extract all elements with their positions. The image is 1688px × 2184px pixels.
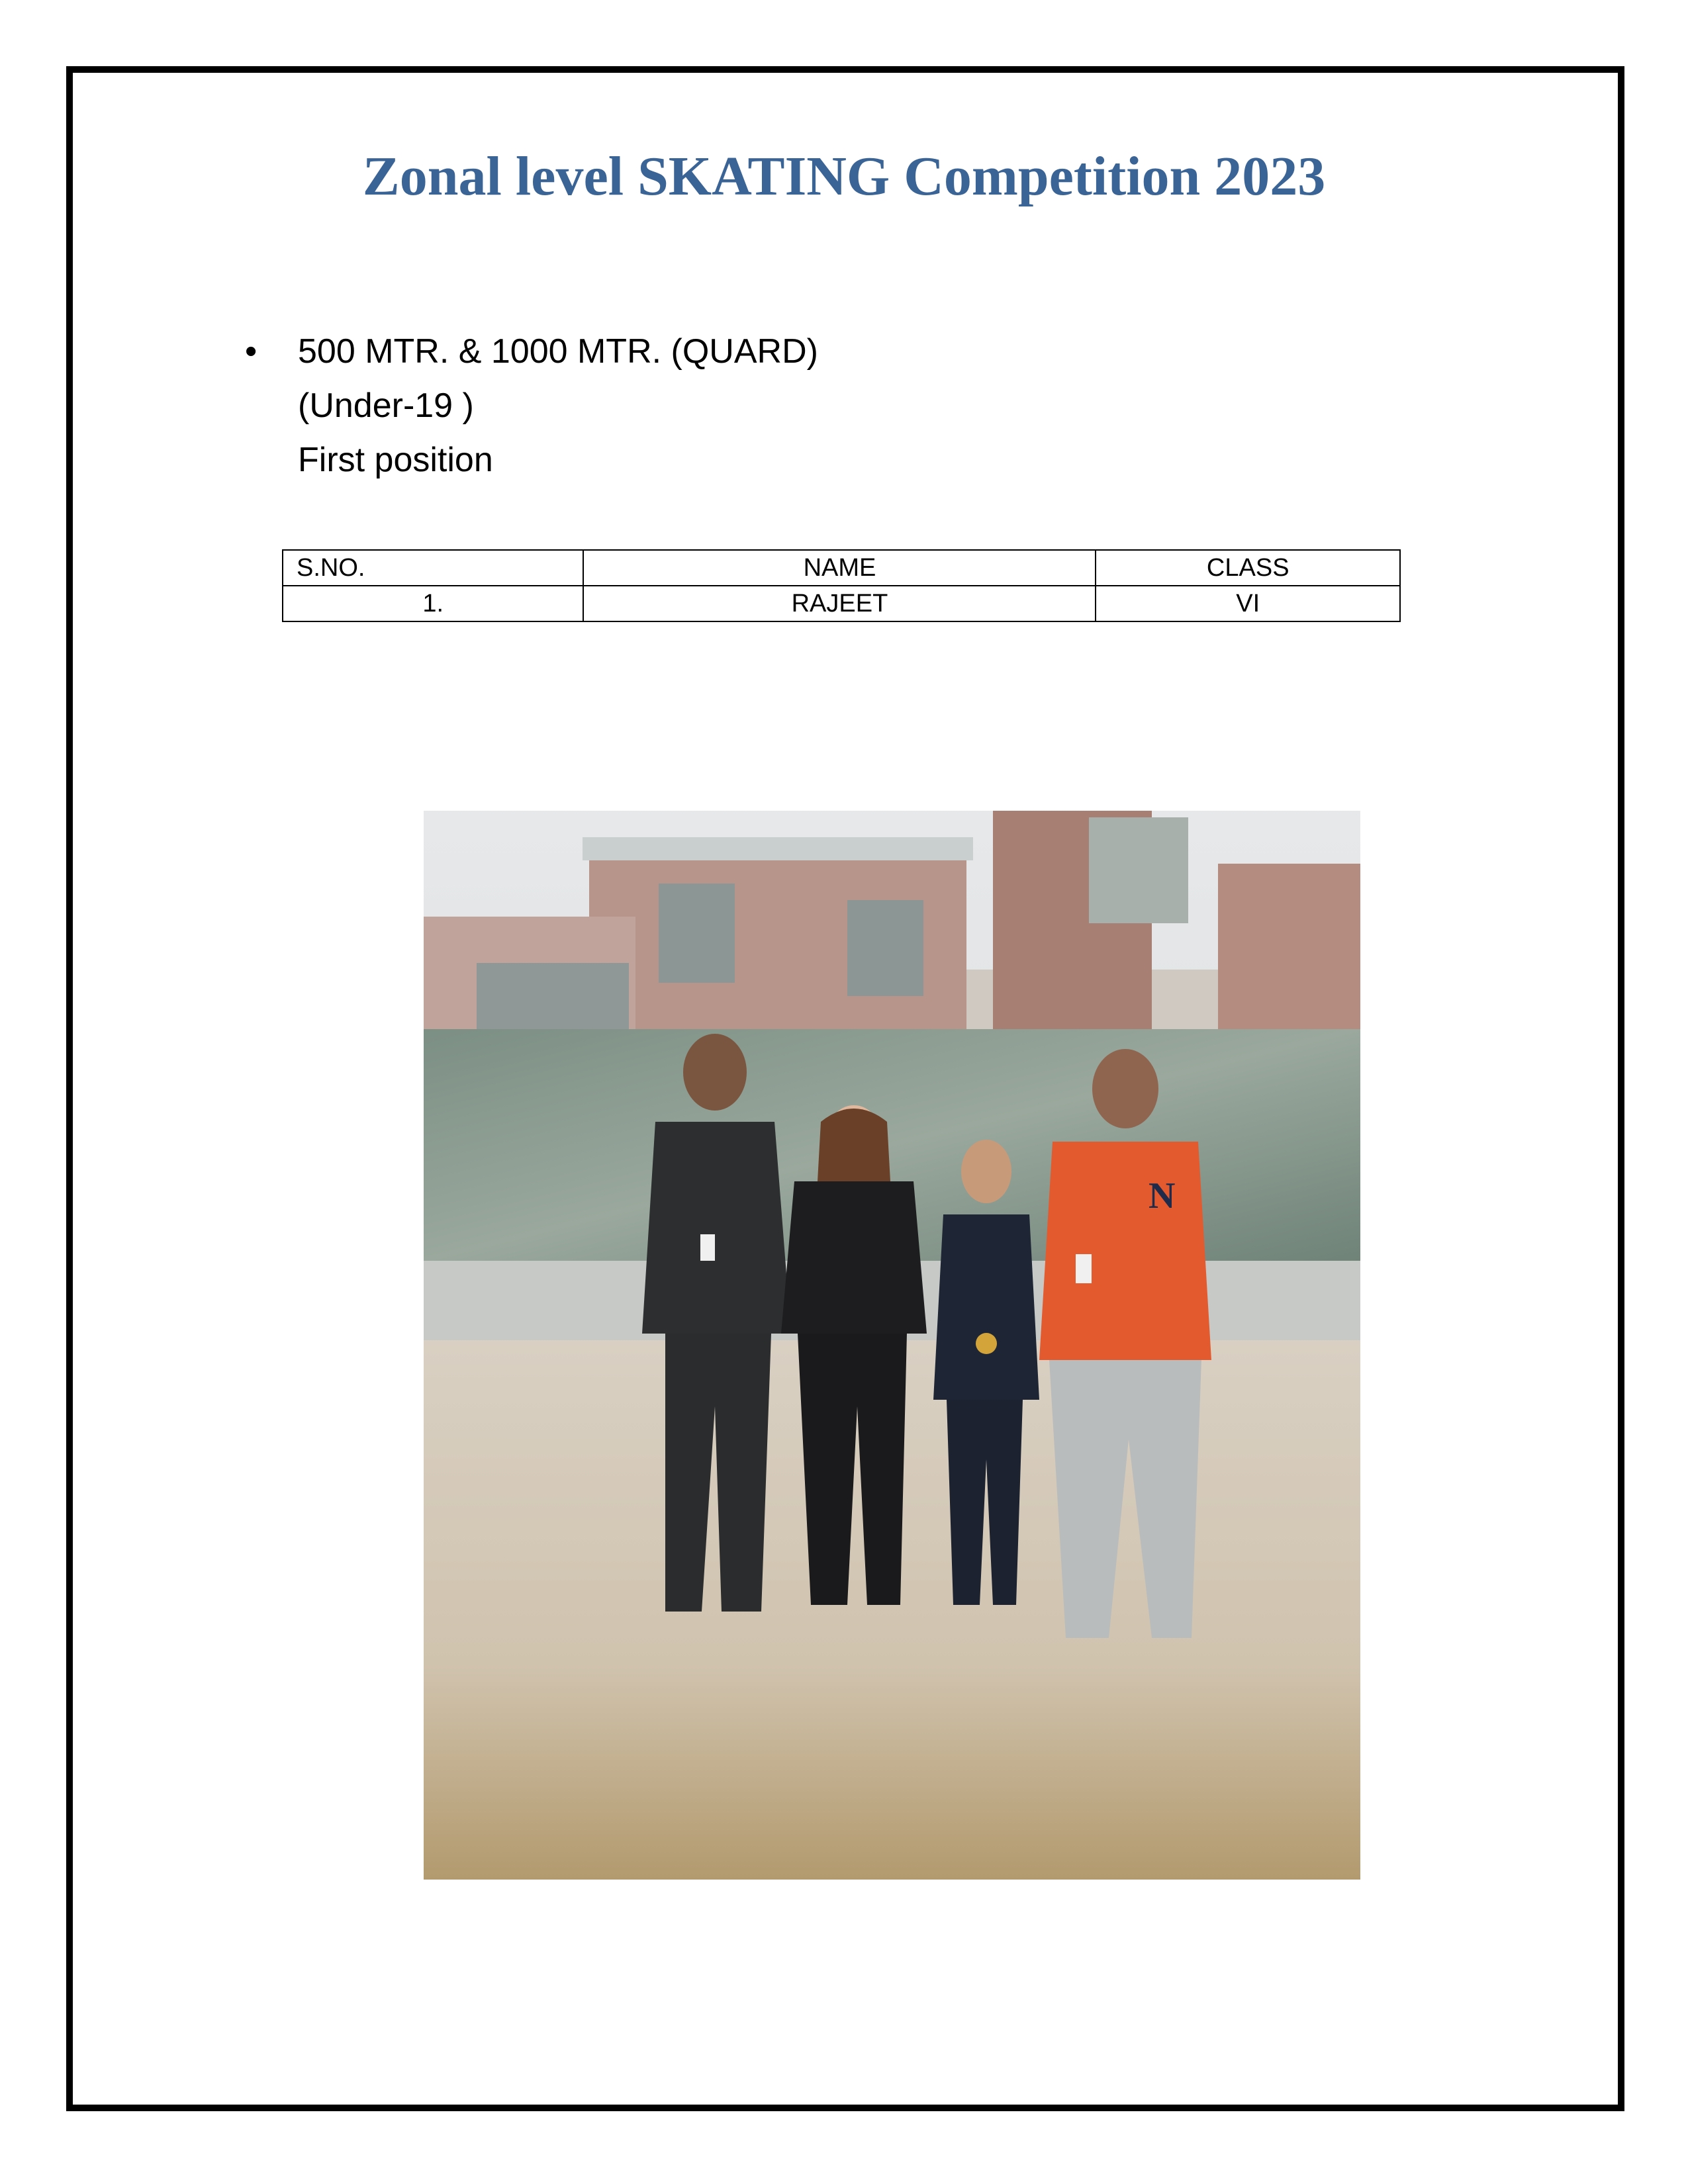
- page-title: Zonal level SKATING Competition 2023: [362, 146, 1326, 207]
- event-distance: 500 MTR. & 1000 MTR. (QUARD): [298, 332, 818, 371]
- event-category: (Under-19 ): [298, 387, 474, 425]
- cell-name: RAJEET: [583, 586, 1096, 621]
- hoodie-letter: N: [1149, 1175, 1176, 1216]
- table-row: [283, 586, 1400, 621]
- table-header-row: [283, 550, 1400, 586]
- header-sno: S.NO.: [283, 550, 583, 586]
- event-details: [298, 324, 818, 487]
- cell-class: VI: [1096, 586, 1400, 621]
- event-result: First position: [298, 441, 493, 479]
- header-class: CLASS: [1096, 550, 1400, 586]
- header-name: NAME: [583, 550, 1096, 586]
- bullet-dot: •: [245, 332, 258, 371]
- results-table: [282, 549, 1401, 622]
- group-photo: [424, 811, 1360, 1880]
- cell-sno: 1.: [283, 586, 583, 621]
